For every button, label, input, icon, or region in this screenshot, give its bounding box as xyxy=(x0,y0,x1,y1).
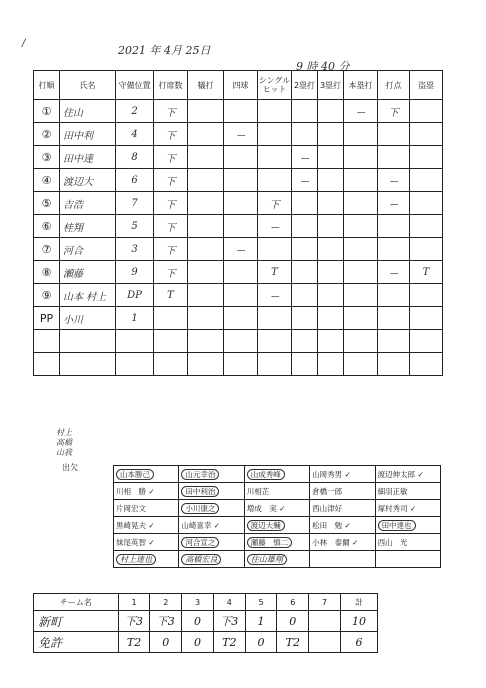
roster-name: 川相 勝 ✓ xyxy=(116,486,155,496)
cell-position: 5 xyxy=(116,215,154,238)
cell-sb: T xyxy=(410,261,443,284)
cell-double xyxy=(292,192,318,215)
roster-name: 山崎喜幸 ✓ xyxy=(181,520,221,530)
cell-double xyxy=(292,261,318,284)
cell-double xyxy=(292,284,318,307)
cell-triple xyxy=(318,330,344,353)
roster-name: 松田 勉 ✓ xyxy=(312,520,351,530)
cell-rbi: 下 xyxy=(378,100,410,123)
roster-name: 渡辺伸太郎 ✓ xyxy=(377,469,424,479)
roster-cell xyxy=(114,534,179,551)
roster-cell xyxy=(375,500,440,517)
cell-pa xyxy=(154,353,188,376)
cell-hr xyxy=(344,215,378,238)
cell-sac xyxy=(188,307,224,330)
cell-rbi xyxy=(378,330,410,353)
column-header: 守備位置 xyxy=(116,71,154,100)
cell-sac xyxy=(188,146,224,169)
cell-single xyxy=(258,238,292,261)
cell-order: ④ xyxy=(34,169,60,192)
cell-triple xyxy=(318,100,344,123)
roster-name: 河合宣之 xyxy=(181,537,219,548)
cell-bb xyxy=(224,353,258,376)
table-row xyxy=(34,100,443,123)
cell-single: ー xyxy=(258,284,292,307)
cell-single: T xyxy=(258,261,292,284)
cell-double xyxy=(292,215,318,238)
roster-name: 田中達也 xyxy=(378,520,416,531)
cell-double: ー xyxy=(292,169,318,192)
cell-triple xyxy=(318,192,344,215)
score-header-row xyxy=(34,594,378,611)
cell-single xyxy=(258,330,292,353)
score-header-cell: 1 xyxy=(118,594,150,611)
cell-name: 吉浩 xyxy=(60,192,116,215)
table-row xyxy=(34,146,443,169)
roster-cell xyxy=(114,466,179,483)
margin-mark: / xyxy=(22,38,26,49)
cell-pa: 下 xyxy=(154,192,188,215)
note-line: 山我 xyxy=(56,448,72,457)
column-header: 3塁打 xyxy=(318,71,344,100)
cell-pa: 下 xyxy=(154,261,188,284)
cell-rbi xyxy=(378,123,410,146)
cell-hr xyxy=(344,353,378,376)
roster-name: 渡辺大輔 xyxy=(247,520,285,531)
cell-name: 住山 xyxy=(60,100,116,123)
cell-sb xyxy=(410,100,443,123)
cell-bb: ー xyxy=(224,123,258,146)
cell-order: ③ xyxy=(34,146,60,169)
cell-position: 9 xyxy=(116,261,154,284)
cell-order xyxy=(34,353,60,376)
roster-name: 川相芷 xyxy=(246,486,270,496)
cell-rbi xyxy=(378,307,410,330)
roster-name: 西山津好 xyxy=(312,503,343,513)
cell-pa xyxy=(154,330,188,353)
cell-hr xyxy=(344,330,378,353)
roster-row xyxy=(114,551,441,568)
inning-score: 1 xyxy=(245,611,277,632)
cell-single xyxy=(258,146,292,169)
column-header: 打点 xyxy=(378,71,410,100)
absent-label: 出欠 xyxy=(62,463,78,472)
column-header: 2塁打 xyxy=(292,71,318,100)
table-row xyxy=(34,123,443,146)
cell-single xyxy=(258,123,292,146)
cell-sac xyxy=(188,284,224,307)
cell-order: ⑥ xyxy=(34,215,60,238)
cell-bb xyxy=(224,307,258,330)
cell-name xyxy=(60,353,116,376)
roster-name: 増成 実 ✓ xyxy=(246,503,286,513)
cell-double xyxy=(292,100,318,123)
cell-rbi xyxy=(378,146,410,169)
cell-position: 6 xyxy=(116,169,154,192)
cell-sac xyxy=(188,261,224,284)
roster-name: 山成秀峰 xyxy=(247,469,285,480)
cell-single xyxy=(258,100,292,123)
inning-score: 10 xyxy=(340,611,377,632)
cell-pa: 下 xyxy=(154,146,188,169)
cell-double xyxy=(292,238,318,261)
cell-position xyxy=(116,353,154,376)
roster-cell xyxy=(244,551,309,568)
cell-rbi xyxy=(378,215,410,238)
cell-name: 田中利 xyxy=(60,123,116,146)
roster-row xyxy=(114,517,441,534)
cell-single xyxy=(258,353,292,376)
cell-position: 4 xyxy=(116,123,154,146)
cell-position: DP xyxy=(116,284,154,307)
cell-double xyxy=(292,353,318,376)
score-header-cell: 7 xyxy=(309,594,341,611)
time-field: 9 時 40 分 xyxy=(296,60,350,73)
roster-cell xyxy=(375,517,440,534)
column-header: シングルヒット xyxy=(258,71,292,100)
cell-bb xyxy=(224,169,258,192)
table-row xyxy=(34,215,443,238)
roster-cell xyxy=(310,466,375,483)
notes xyxy=(56,428,72,458)
roster-name: 瀬藤 慎二 xyxy=(247,537,293,548)
roster-name: 住山雄翔 xyxy=(247,554,287,565)
cell-position: 1 xyxy=(116,307,154,330)
cell-double xyxy=(292,123,318,146)
cell-bb xyxy=(224,330,258,353)
cell-rbi: ー xyxy=(378,169,410,192)
score-header-cell: 2 xyxy=(150,594,182,611)
cell-sac xyxy=(188,169,224,192)
table-row xyxy=(34,284,443,307)
cell-order: ① xyxy=(34,100,60,123)
inning-score: T2 xyxy=(118,632,150,653)
cell-single: 下 xyxy=(258,192,292,215)
batting-header-row xyxy=(34,71,443,100)
score-header-cell: 6 xyxy=(277,594,309,611)
cell-triple xyxy=(318,146,344,169)
cell-rbi xyxy=(378,238,410,261)
cell-sac xyxy=(188,238,224,261)
roster-name: 山岡秀男 ✓ xyxy=(312,469,351,479)
cell-name: 小川 xyxy=(60,307,116,330)
score-header-cell: 5 xyxy=(245,594,277,611)
cell-name: 河合 xyxy=(60,238,116,261)
cell-position: 2 xyxy=(116,100,154,123)
roster-name: 西山 光 xyxy=(377,537,408,547)
cell-hr xyxy=(344,169,378,192)
column-header: 四球 xyxy=(224,71,258,100)
cell-order: ② xyxy=(34,123,60,146)
cell-rbi: ー xyxy=(378,192,410,215)
column-header: 打席数 xyxy=(154,71,188,100)
cell-sac xyxy=(188,330,224,353)
roster-row xyxy=(114,500,441,517)
cell-name: 田中達 xyxy=(60,146,116,169)
column-header: 本塁打 xyxy=(344,71,378,100)
table-row xyxy=(34,330,443,353)
cell-bb xyxy=(224,192,258,215)
table-row xyxy=(34,261,443,284)
roster-row xyxy=(114,483,441,500)
roster-cell xyxy=(114,551,179,568)
cell-name: 桂翔 xyxy=(60,215,116,238)
score-header-cell: 計 xyxy=(340,594,377,611)
score-row xyxy=(34,632,378,653)
cell-sb xyxy=(410,238,443,261)
table-row xyxy=(34,353,443,376)
cell-sac xyxy=(188,353,224,376)
roster-cell xyxy=(375,483,440,500)
inning-score xyxy=(309,632,341,653)
cell-name: 山本 村上 xyxy=(60,284,116,307)
roster-name: 小川康之 xyxy=(181,503,219,514)
inning-score: T2 xyxy=(277,632,309,653)
date-field: 2021 年 4月 25日 xyxy=(118,44,211,57)
cell-rbi xyxy=(378,353,410,376)
cell-bb xyxy=(224,146,258,169)
roster-cell xyxy=(310,500,375,517)
roster-cell xyxy=(310,534,375,551)
cell-name xyxy=(60,330,116,353)
roster-name: 小林 泰爾 ✓ xyxy=(312,537,359,547)
inning-score: 6 xyxy=(340,632,377,653)
cell-pa xyxy=(154,307,188,330)
cell-hr: ー xyxy=(344,100,378,123)
cell-hr xyxy=(344,146,378,169)
column-header: 犠打 xyxy=(188,71,224,100)
cell-triple xyxy=(318,307,344,330)
cell-single: ー xyxy=(258,215,292,238)
column-header: 盗塁 xyxy=(410,71,443,100)
roster-cell xyxy=(244,534,309,551)
cell-sac xyxy=(188,215,224,238)
roster-table xyxy=(113,465,441,568)
roster-cell xyxy=(375,466,440,483)
roster-cell xyxy=(244,517,309,534)
inning-score: 下3 xyxy=(118,611,150,632)
cell-triple xyxy=(318,169,344,192)
cell-bb: ー xyxy=(224,238,258,261)
cell-hr xyxy=(344,284,378,307)
roster-name: 高橋宏良 xyxy=(181,554,221,565)
cell-bb xyxy=(224,284,258,307)
roster-name: 片岡宏文 xyxy=(116,503,146,513)
cell-hr xyxy=(344,192,378,215)
inning-score: 0 xyxy=(182,632,214,653)
cell-sac xyxy=(188,192,224,215)
cell-hr xyxy=(344,307,378,330)
roster-cell xyxy=(179,483,244,500)
cell-order: ⑦ xyxy=(34,238,60,261)
cell-rbi: ー xyxy=(378,261,410,284)
cell-sb xyxy=(410,330,443,353)
roster-cell xyxy=(310,551,375,568)
cell-hr xyxy=(344,238,378,261)
cell-pa: 下 xyxy=(154,169,188,192)
inning-score: 下3 xyxy=(150,611,182,632)
cell-pa: 下 xyxy=(154,215,188,238)
cell-pa: 下 xyxy=(154,100,188,123)
cell-single xyxy=(258,169,292,192)
cell-sb xyxy=(410,215,443,238)
table-row xyxy=(34,169,443,192)
cell-sac xyxy=(188,123,224,146)
roster-row xyxy=(114,466,441,483)
cell-hr xyxy=(344,261,378,284)
roster-name: 倉橋一郎 xyxy=(312,486,343,496)
cell-pa: 下 xyxy=(154,238,188,261)
roster-cell xyxy=(179,517,244,534)
cell-sb xyxy=(410,307,443,330)
roster-name: 塚村秀司 ✓ xyxy=(377,503,417,513)
note-line: 高橋 xyxy=(56,438,72,447)
roster-name: 山本勝己 xyxy=(116,469,154,480)
inning-score: 0 xyxy=(277,611,309,632)
cell-triple xyxy=(318,238,344,261)
table-row xyxy=(34,192,443,215)
cell-bb xyxy=(224,215,258,238)
roster-cell xyxy=(179,500,244,517)
inning-score: 0 xyxy=(150,632,182,653)
score-row xyxy=(34,611,378,632)
cell-position: 8 xyxy=(116,146,154,169)
cell-position: 3 xyxy=(116,238,154,261)
inning-score: 下3 xyxy=(213,611,245,632)
cell-bb xyxy=(224,100,258,123)
cell-bb xyxy=(224,261,258,284)
cell-order: ⑧ xyxy=(34,261,60,284)
roster-cell xyxy=(179,466,244,483)
inning-score xyxy=(309,611,341,632)
table-row xyxy=(34,307,443,330)
roster-cell xyxy=(375,551,440,568)
roster-cell xyxy=(375,534,440,551)
inning-score: T2 xyxy=(213,632,245,653)
inning-score: 0 xyxy=(182,611,214,632)
roster-cell xyxy=(310,483,375,500)
team-name: 免許 xyxy=(34,632,119,653)
cell-hr xyxy=(344,123,378,146)
table-row xyxy=(34,238,443,261)
cell-triple xyxy=(318,123,344,146)
roster-row xyxy=(114,534,441,551)
roster-name: 田中利治 xyxy=(181,486,219,497)
cell-double xyxy=(292,330,318,353)
score-header-cell: 4 xyxy=(213,594,245,611)
note-line: 村上 xyxy=(56,428,72,437)
cell-order: PP xyxy=(34,307,60,330)
cell-single xyxy=(258,307,292,330)
column-header: 打順 xyxy=(34,71,60,100)
roster-cell xyxy=(310,517,375,534)
roster-cell xyxy=(114,500,179,517)
cell-sb xyxy=(410,146,443,169)
cell-pa: T xyxy=(154,284,188,307)
cell-sb xyxy=(410,284,443,307)
cell-order: ⑨ xyxy=(34,284,60,307)
cell-name: 瀬藤 xyxy=(60,261,116,284)
cell-pa: 下 xyxy=(154,123,188,146)
roster-name: 細羽正敏 xyxy=(377,486,408,496)
cell-triple xyxy=(318,353,344,376)
cell-order xyxy=(34,330,60,353)
inning-score: 0 xyxy=(245,632,277,653)
roster-cell xyxy=(244,483,309,500)
roster-name: 黒崎晃夫 ✓ xyxy=(116,520,155,530)
column-header: 氏名 xyxy=(60,71,116,100)
roster-name: 村上達也 xyxy=(116,554,156,565)
cell-sb xyxy=(410,192,443,215)
cell-double xyxy=(292,307,318,330)
batting-table xyxy=(33,70,443,376)
roster-cell xyxy=(179,534,244,551)
score-header-cell: 3 xyxy=(182,594,214,611)
roster-name: 妹尾英智 ✓ xyxy=(116,537,155,547)
cell-sac xyxy=(188,100,224,123)
cell-triple xyxy=(318,284,344,307)
cell-name: 渡辺大 xyxy=(60,169,116,192)
roster-name: 山元幸治 xyxy=(181,469,219,480)
cell-order: ⑤ xyxy=(34,192,60,215)
cell-position xyxy=(116,330,154,353)
roster-cell xyxy=(244,500,309,517)
team-name: 新町 xyxy=(34,611,119,632)
roster-cell xyxy=(244,466,309,483)
roster-cell xyxy=(179,551,244,568)
cell-sb xyxy=(410,353,443,376)
score-table xyxy=(33,593,378,653)
cell-triple xyxy=(318,261,344,284)
cell-sb xyxy=(410,123,443,146)
score-header-cell: チーム名 xyxy=(34,594,119,611)
cell-rbi xyxy=(378,284,410,307)
cell-double: ー xyxy=(292,146,318,169)
cell-sb xyxy=(410,169,443,192)
roster-cell xyxy=(114,483,179,500)
roster-cell xyxy=(114,517,179,534)
cell-position: 7 xyxy=(116,192,154,215)
cell-triple xyxy=(318,215,344,238)
